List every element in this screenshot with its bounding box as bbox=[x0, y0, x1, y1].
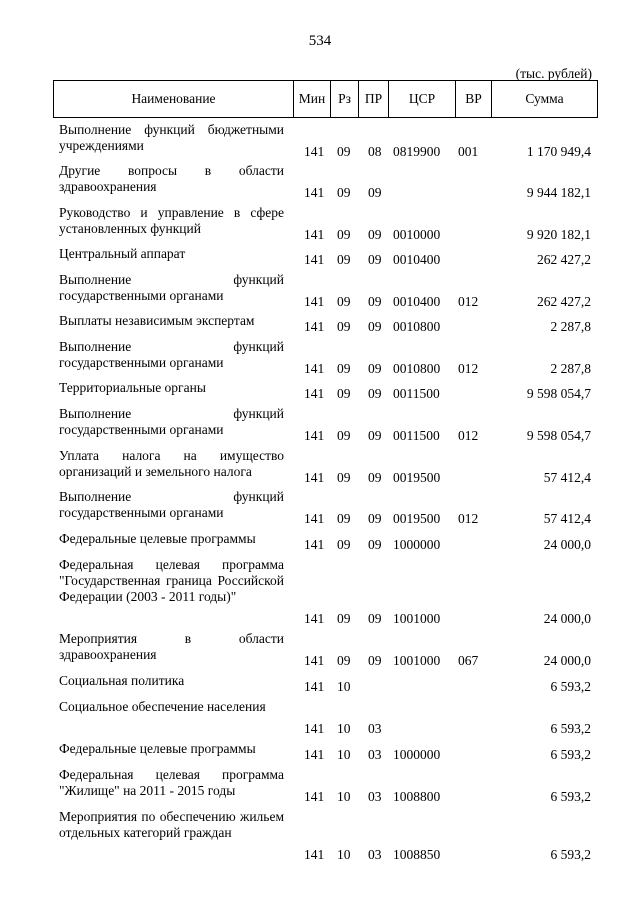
row-rz: 09 bbox=[337, 144, 351, 159]
row-rz: 09 bbox=[337, 537, 351, 552]
row-pr: 09 bbox=[368, 227, 382, 242]
table-row bbox=[0, 741, 640, 763]
row-sum: 6 593,2 bbox=[550, 789, 591, 804]
row-rz: 09 bbox=[337, 470, 351, 485]
table-body bbox=[0, 122, 640, 863]
row-sum: 262 427,2 bbox=[537, 294, 591, 309]
row-name: Федеральная целевая программа "Жилище" на 2011 - 2015 годы bbox=[59, 767, 284, 798]
row-rz: 10 bbox=[337, 847, 351, 862]
table-row bbox=[0, 272, 640, 310]
row-csr: 0010400 bbox=[393, 252, 441, 267]
row-rz: 10 bbox=[337, 789, 351, 804]
row-pr: 03 bbox=[368, 747, 382, 762]
row-vr: 012 bbox=[458, 361, 479, 376]
row-rz: 09 bbox=[337, 185, 351, 200]
row-name: Руководство и управление в сфере установленных функций bbox=[59, 205, 284, 236]
row-pr: 09 bbox=[368, 537, 382, 552]
table-row bbox=[0, 489, 640, 527]
row-name: Социальное обеспечение населения bbox=[59, 699, 266, 714]
table-row bbox=[0, 767, 640, 805]
page-number: 534 bbox=[308, 33, 332, 49]
table-row bbox=[0, 380, 640, 402]
units-label: (тыс. рублей) bbox=[515, 66, 592, 81]
row-rz: 09 bbox=[337, 511, 351, 526]
row-pr: 09 bbox=[368, 511, 382, 526]
row-csr: 0019500 bbox=[393, 511, 441, 526]
table-row bbox=[0, 339, 640, 377]
row-pr: 09 bbox=[368, 185, 382, 200]
row-min: 141 bbox=[304, 511, 325, 526]
row-pr: 09 bbox=[368, 428, 382, 443]
header-sum: Сумма bbox=[491, 81, 597, 117]
row-pr: 09 bbox=[368, 653, 382, 668]
row-pr: 09 bbox=[368, 470, 382, 485]
row-min: 141 bbox=[304, 470, 325, 485]
table-row bbox=[0, 448, 640, 486]
row-name: Социальная политика bbox=[59, 673, 185, 688]
row-rz: 09 bbox=[337, 319, 351, 334]
row-sum: 2 287,8 bbox=[550, 319, 591, 334]
row-rz: 10 bbox=[337, 679, 351, 694]
row-sum: 6 593,2 bbox=[550, 847, 591, 862]
row-min: 141 bbox=[304, 537, 325, 552]
row-min: 141 bbox=[304, 294, 325, 309]
row-min: 141 bbox=[304, 361, 325, 376]
row-sum: 24 000,0 bbox=[543, 537, 591, 552]
row-sum: 2 287,8 bbox=[550, 361, 591, 376]
header-csr: ЦСР bbox=[388, 81, 455, 117]
row-csr: 1000000 bbox=[393, 747, 441, 762]
table-row bbox=[0, 557, 640, 627]
row-sum: 9 598 054,7 bbox=[526, 386, 591, 401]
row-sum: 6 593,2 bbox=[550, 747, 591, 762]
row-name: Выполнение функций государственными органами bbox=[59, 272, 284, 303]
header-pr: ПР bbox=[358, 81, 388, 117]
row-name: Мероприятия в области здравоохранения bbox=[59, 631, 284, 662]
row-sum: 24 000,0 bbox=[543, 611, 591, 626]
header-vr: ВР bbox=[455, 81, 491, 117]
row-name: Выполнение функций государственными органами bbox=[59, 339, 284, 370]
table-header bbox=[53, 80, 598, 118]
row-vr: 067 bbox=[458, 653, 479, 668]
row-min: 141 bbox=[304, 144, 325, 159]
row-vr: 012 bbox=[458, 428, 479, 443]
row-pr: 09 bbox=[368, 319, 382, 334]
row-sum: 57 412,4 bbox=[543, 511, 591, 526]
row-csr: 0019500 bbox=[393, 470, 441, 485]
table-row bbox=[0, 631, 640, 669]
row-pr: 03 bbox=[368, 847, 382, 862]
table-row bbox=[0, 673, 640, 695]
row-min: 141 bbox=[304, 679, 325, 694]
row-min: 141 bbox=[304, 185, 325, 200]
row-name: Центральный аппарат bbox=[59, 246, 186, 261]
row-min: 141 bbox=[304, 252, 325, 267]
row-vr: 012 bbox=[458, 511, 479, 526]
row-name: Выполнение функций бюджетными учреждениями bbox=[59, 122, 284, 153]
row-min: 141 bbox=[304, 386, 325, 401]
row-sum: 9 920 182,1 bbox=[526, 227, 591, 242]
row-name: Федеральные целевые программы bbox=[59, 741, 256, 756]
row-rz: 09 bbox=[337, 611, 351, 626]
row-rz: 10 bbox=[337, 721, 351, 736]
row-sum: 262 427,2 bbox=[537, 252, 591, 267]
row-csr: 1001000 bbox=[393, 611, 441, 626]
row-sum: 9 944 182,1 bbox=[526, 185, 591, 200]
row-min: 141 bbox=[304, 721, 325, 736]
row-rz: 09 bbox=[337, 361, 351, 376]
row-min: 141 bbox=[304, 847, 325, 862]
header-rz: Рз bbox=[330, 81, 358, 117]
row-csr: 0011500 bbox=[393, 428, 440, 443]
row-pr: 03 bbox=[368, 721, 382, 736]
row-csr: 0010000 bbox=[393, 227, 441, 242]
row-name: Уплата налога на имущество организаций и земельного налога bbox=[59, 448, 284, 479]
table-row bbox=[0, 809, 640, 863]
table-row bbox=[0, 699, 640, 737]
row-pr: 09 bbox=[368, 252, 382, 267]
row-name: Федеральные целевые программы bbox=[59, 531, 256, 546]
row-name: Выплаты независимым экспертам bbox=[59, 313, 255, 328]
row-vr: 012 bbox=[458, 294, 479, 309]
row-rz: 10 bbox=[337, 747, 351, 762]
header-min: Мин bbox=[293, 81, 330, 117]
row-csr: 0010800 bbox=[393, 319, 441, 334]
row-csr: 1001000 bbox=[393, 653, 441, 668]
row-min: 141 bbox=[304, 747, 325, 762]
row-rz: 09 bbox=[337, 653, 351, 668]
row-pr: 09 bbox=[368, 386, 382, 401]
row-name: Выполнение функций государственными органами bbox=[59, 406, 284, 437]
table-row bbox=[0, 122, 640, 160]
row-csr: 0011500 bbox=[393, 386, 440, 401]
header-name: Наименование bbox=[131, 91, 216, 106]
row-rz: 09 bbox=[337, 428, 351, 443]
row-min: 141 bbox=[304, 611, 325, 626]
row-pr: 09 bbox=[368, 361, 382, 376]
row-min: 141 bbox=[304, 227, 325, 242]
row-min: 141 bbox=[304, 319, 325, 334]
table-row bbox=[0, 163, 640, 201]
row-min: 141 bbox=[304, 789, 325, 804]
row-name: Выполнение функций государственными органами bbox=[59, 489, 284, 520]
row-pr: 08 bbox=[368, 144, 382, 159]
row-name: Территориальные органы bbox=[59, 380, 206, 395]
row-min: 141 bbox=[304, 653, 325, 668]
table-row bbox=[0, 205, 640, 243]
row-rz: 09 bbox=[337, 227, 351, 242]
table-row bbox=[0, 406, 640, 444]
row-sum: 6 593,2 bbox=[550, 679, 591, 694]
row-name: Федеральная целевая программа "Государственная граница Российской Федерации (2003 - 2011 годы)" bbox=[59, 557, 284, 604]
row-sum: 9 598 054,7 bbox=[526, 428, 591, 443]
table-row bbox=[0, 246, 640, 268]
row-csr: 0010400 bbox=[393, 294, 441, 309]
row-pr: 09 bbox=[368, 294, 382, 309]
row-csr: 1008800 bbox=[393, 789, 441, 804]
row-name: Другие вопросы в области здравоохранения bbox=[59, 163, 284, 194]
row-csr: 0819900 bbox=[393, 144, 441, 159]
row-csr: 1000000 bbox=[393, 537, 441, 552]
row-pr: 09 bbox=[368, 611, 382, 626]
row-rz: 09 bbox=[337, 386, 351, 401]
row-pr: 03 bbox=[368, 789, 382, 804]
table-row bbox=[0, 313, 640, 335]
row-csr: 1008850 bbox=[393, 847, 441, 862]
row-csr: 0010800 bbox=[393, 361, 441, 376]
row-name: Мероприятия по обеспечению жильем отдельных категорий граждан bbox=[59, 809, 284, 840]
row-rz: 09 bbox=[337, 294, 351, 309]
row-min: 141 bbox=[304, 428, 325, 443]
row-sum: 24 000,0 bbox=[543, 653, 591, 668]
row-vr: 001 bbox=[458, 144, 479, 159]
row-sum: 1 170 949,4 bbox=[526, 144, 591, 159]
table-row bbox=[0, 531, 640, 553]
row-sum: 6 593,2 bbox=[550, 721, 591, 736]
row-rz: 09 bbox=[337, 252, 351, 267]
row-sum: 57 412,4 bbox=[543, 470, 591, 485]
